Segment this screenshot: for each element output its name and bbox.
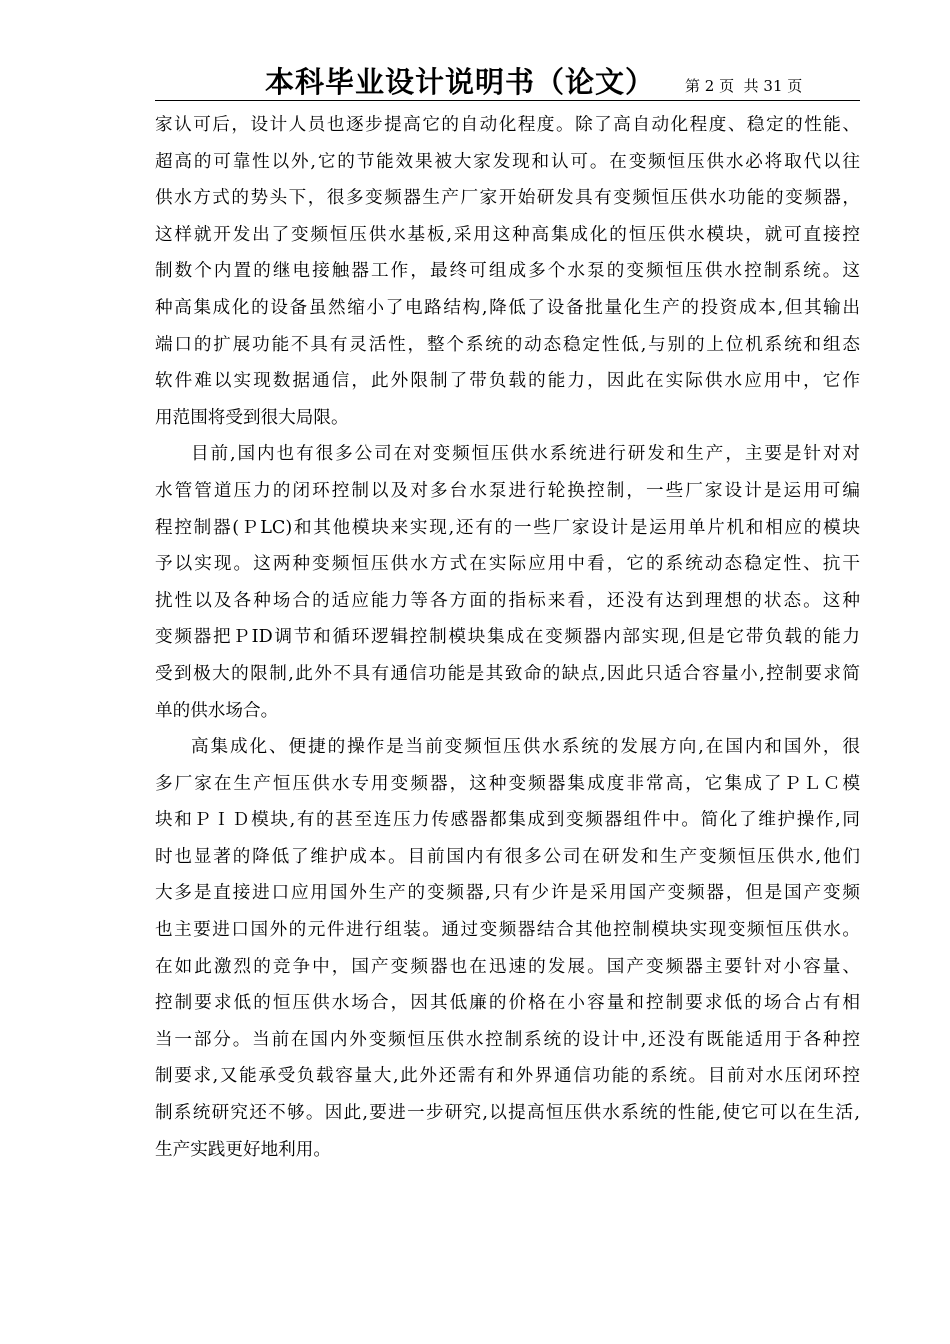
text-line: 高集成化、便捷的操作是当前变频恒压供水系统的发展方向,在国内和国外，很 [191,737,860,758]
total-pages: 共 31 页 [743,77,803,95]
text-line: 制要求,又能承受负载容量大,此外还需有和外界通信功能的系统。目前对水压闭环控 [155,1066,860,1087]
text-line: 大多是直接进口应用国外生产的变频器,只有少许是采用国产变频器，但是国产变频 [155,883,860,904]
text-line: 扰性以及各种场合的适应能力等各方面的指标来看，还没有达到理想的状态。这种 [155,590,860,611]
text-line: 用范围将受到很大局限。 [155,407,349,428]
text-line: 程控制器(ＰLC)和其他模块来实现,还有的一些厂家设计是运用单片机和相应的模块 [155,517,860,538]
text-line: 软件难以实现数据通信，此外限制了带负载的能力，因此在实际供水应用中，它作 [155,371,860,392]
text-line: 在如此激烈的竞争中，国产变频器也在迅速的发展。国产变频器主要针对小容量、 [155,956,860,977]
text-line: 控制要求低的恒压供水场合，因其低廉的价格在小容量和控制要求低的场合占有相 [155,993,860,1014]
text-line: 当一部分。当前在国内外变频恒压供水控制系统的设计中,还没有既能适用于各种控 [155,1029,860,1050]
text-line: 也主要进口国外的元件进行组装。通过变频器结合其他控制模块实现变频恒压供水。 [155,920,860,941]
text-line: 水管管道压力的闭环控制以及对多台水泵进行轮换控制，一些厂家设计是运用可编 [155,480,860,501]
text-line: 制数个内置的继电接触器工作，最终可组成多个水泵的变频恒压供水控制系统。这 [155,261,860,282]
body-text [155,107,860,1168]
page-number [685,76,802,96]
current-page: 第 2 页 [685,77,735,95]
text-line: 制系统研究还不够。因此,要进一步研究,以提高恒压供水系统的性能,使它可以在生活, [155,1103,860,1124]
text-line: 时也显著的降低了维护成本。目前国内有很多公司在研发和生产变频恒压供水,他们 [155,846,860,867]
document-title: 本科毕业设计说明书（论文） [265,65,656,99]
text-line: 块和ＰＩＤ模块,有的甚至连压力传感器都集成到变频器组件中。简化了维护操作,同 [155,810,860,831]
text-line: 超高的可靠性以外,它的节能效果被大家发现和认可。在变频恒压供水必将取代以往 [155,151,860,172]
text-line: 生产实践更好地利用。 [155,1139,331,1160]
text-line: 变频器把ＰID调节和循环逻辑控制模块集成在变频器内部实现,但是它带负载的能力 [155,627,860,648]
text-line: 目前,国内也有很多公司在对变频恒压供水系统进行研发和生产，主要是针对对 [191,444,860,465]
text-line: 家认可后，设计人员也逐步提高它的自动化程度。除了高自动化程度、稳定的性能、 [155,115,860,135]
page-header [155,62,860,101]
text-line: 端口的扩展功能不具有灵活性，整个系统的动态稳定性低,与别的上位机系统和组态 [155,334,860,355]
text-line: 多厂家在生产恒压供水专用变频器，这种变频器集成度非常高，它集成了ＰＬＣ模 [155,773,860,794]
text-line: 予以实现。这两种变频恒压供水方式在实际应用中看，它的系统动态稳定性、抗干 [155,554,860,575]
text-line: 单的供水场合。 [155,700,279,721]
text-line: 种高集成化的设备虽然缩小了电路结构,降低了设备批量化生产的投资成本,但其输出 [155,297,860,318]
text-line: 供水方式的势头下，很多变频器生产厂家开始研发具有变频恒压供水功能的变频器， [155,188,860,209]
text-line: 这样就开发出了变频恒压供水基板,采用这种高集成化的恒压供水模块，就可直接控 [155,224,860,245]
text-line: 受到极大的限制,此外不具有通信功能是其致命的缺点,因此只适合容量小,控制要求简 [155,663,860,684]
